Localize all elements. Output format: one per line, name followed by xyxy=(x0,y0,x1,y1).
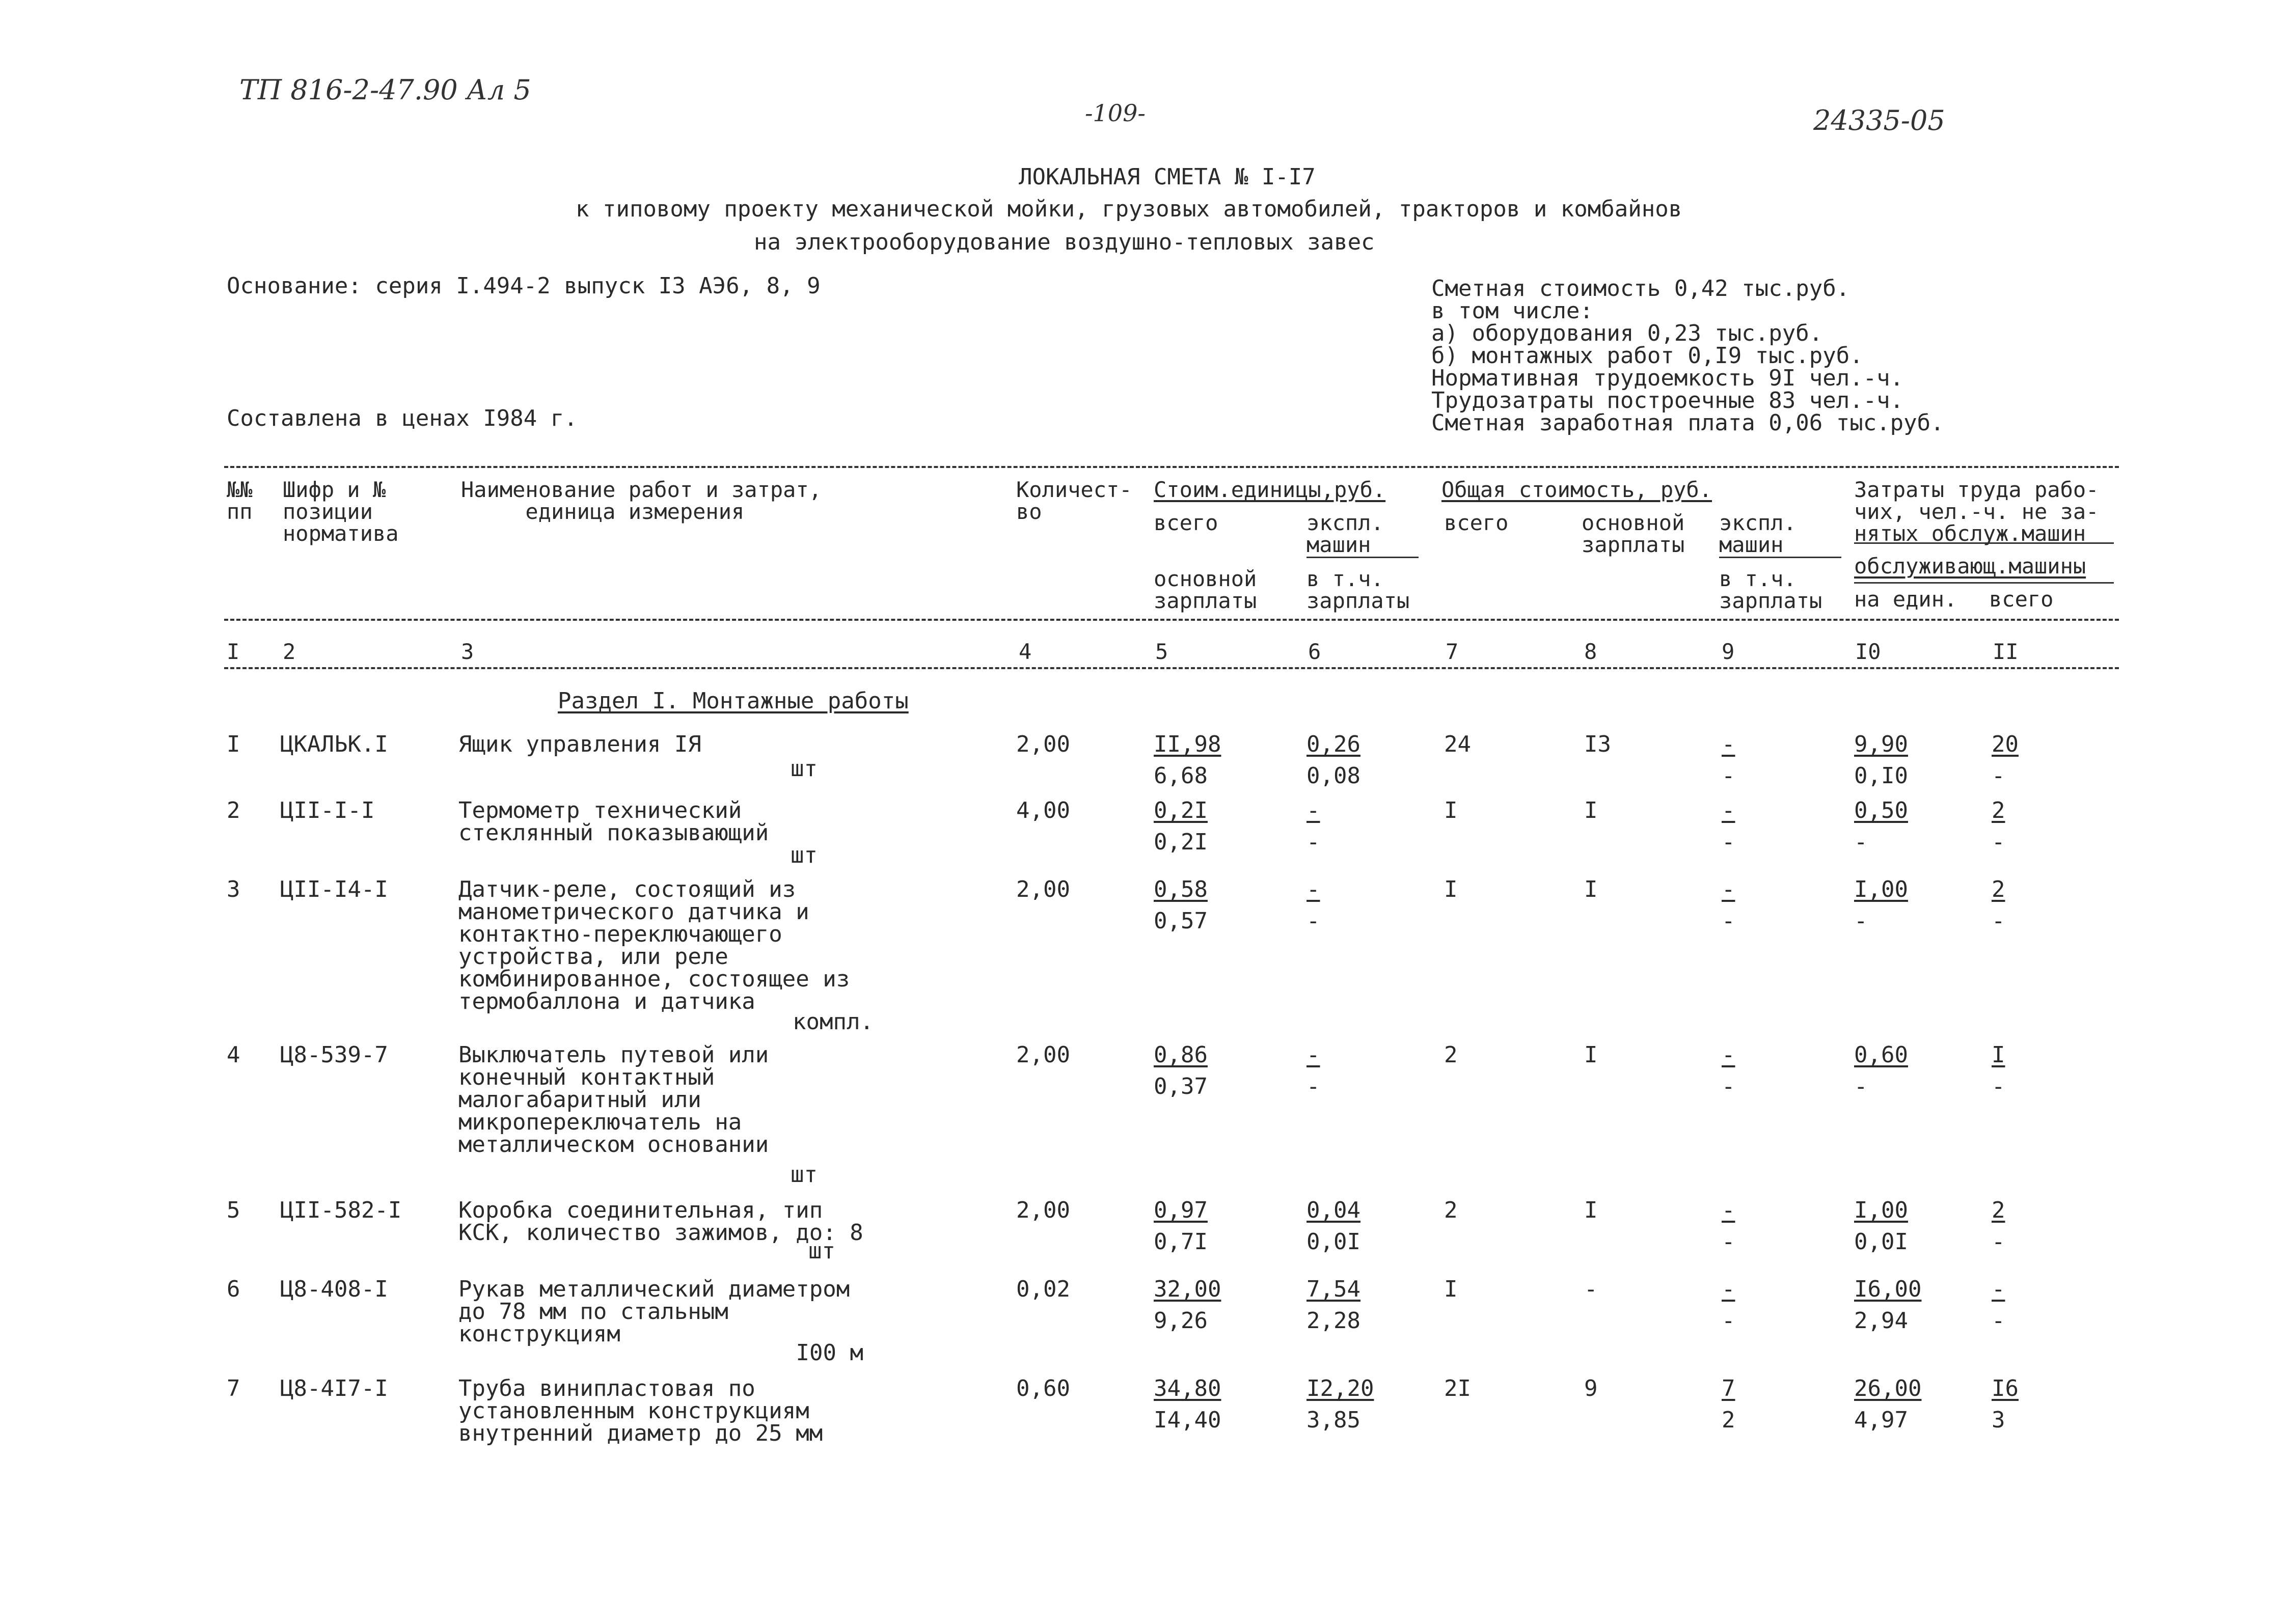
row-c7: I xyxy=(1444,1276,1458,1302)
row-c6-bottom: - xyxy=(1307,1074,1320,1099)
row-unit: I00 м xyxy=(796,1340,863,1366)
row-c9-top: - xyxy=(1722,731,1735,757)
row-c5-bottom: 0,57 xyxy=(1154,908,1208,934)
stamp-number: 24335-05 xyxy=(1813,104,1945,136)
row-c10-bottom: - xyxy=(1854,908,1868,934)
col-number: 6 xyxy=(1308,639,1321,664)
col-number: 7 xyxy=(1446,639,1459,664)
summary-line: Сметная заработная плата 0,06 тыс.руб. xyxy=(1431,410,1944,436)
summary-line: Нормативная трудоемкость 9I чел.-ч. xyxy=(1431,365,1904,391)
row-c7: 2 xyxy=(1444,1042,1458,1068)
row-code: Ц8-539-7 xyxy=(280,1042,388,1068)
header-labor-rule xyxy=(1854,542,2114,544)
row-qty: 2,00 xyxy=(1016,731,1070,757)
summary-line: Трудозатраты построечные 83 чел.-ч. xyxy=(1431,388,1904,414)
row-c11-bottom: - xyxy=(1992,829,2005,855)
header-labor-sub: обслуживающ.машины xyxy=(1854,554,2086,579)
row-c9-bottom: - xyxy=(1722,1229,1735,1255)
header-top-rule xyxy=(224,466,2119,468)
row-c6-bottom: 2,28 xyxy=(1307,1308,1360,1334)
summary-line: б) монтажных работ 0,I9 тыс.руб. xyxy=(1431,343,1863,369)
row-qty: 2,00 xyxy=(1016,876,1070,902)
row-c9-bottom: - xyxy=(1722,829,1735,855)
row-c6-bottom: 3,85 xyxy=(1307,1407,1360,1433)
row-c8: I xyxy=(1584,1042,1598,1068)
row-c7: I xyxy=(1444,876,1458,902)
row-name: Термометр технический стеклянный показывающий xyxy=(458,797,769,846)
row-c10-top: 0,60 xyxy=(1854,1042,1908,1068)
header-total-incl: в т.ч. зарплаты xyxy=(1719,566,1822,613)
header-total-cost: Общая стоимость, руб. xyxy=(1441,477,1712,502)
row-c9-bottom: 2 xyxy=(1722,1407,1735,1433)
header-labor-sub-rule xyxy=(1854,582,2114,584)
row-c11-bottom: - xyxy=(1992,908,2005,934)
row-c6-bottom: - xyxy=(1307,908,1320,934)
row-c9-top: - xyxy=(1722,1197,1735,1223)
row-name: Коробка соединительная, тип КСК, количество зажимов, до: 8 xyxy=(458,1197,863,1246)
row-c10-bottom: 0,I0 xyxy=(1854,763,1908,789)
row-c5-top: 0,86 xyxy=(1154,1042,1208,1068)
row-qty: 2,00 xyxy=(1016,1197,1070,1223)
doc-subtitle-1: к типовому проекту механической мойки, грузовых автомобилей, тракторов и комбайнов xyxy=(576,196,1682,222)
row-c10-top: I,00 xyxy=(1854,1197,1908,1223)
row-c8: - xyxy=(1584,1276,1598,1302)
row-c6-bottom: - xyxy=(1307,829,1320,855)
row-c11-bottom: - xyxy=(1992,1074,2005,1099)
row-c9-bottom: - xyxy=(1722,908,1735,934)
row-c11-top: I6 xyxy=(1992,1375,2019,1401)
row-number: 7 xyxy=(227,1375,240,1401)
header-unit-total: всего xyxy=(1154,510,1218,535)
header-total-expl: экспл. машин xyxy=(1719,510,1797,557)
page-number: -109- xyxy=(1085,99,1146,127)
row-c10-top: I,00 xyxy=(1854,876,1908,902)
row-c10-top: 26,00 xyxy=(1854,1375,1922,1401)
row-c10-bottom: - xyxy=(1854,1074,1868,1099)
prices-note: Составлена в ценах I984 г. xyxy=(227,405,578,431)
header-labor: Затраты труда рабо- чих, чел.-ч. не за- нятых обслуж.машин xyxy=(1854,477,2099,546)
row-c5-bottom: 0,37 xyxy=(1154,1074,1208,1099)
row-c11-top: I xyxy=(1992,1042,2005,1068)
row-c8: I xyxy=(1584,797,1598,823)
row-c8: I xyxy=(1584,876,1598,902)
row-c8: I3 xyxy=(1584,731,1611,757)
header-unit-expl: экспл. машин xyxy=(1307,510,1384,557)
row-c10-top: 9,90 xyxy=(1854,731,1908,757)
row-c9-top: - xyxy=(1722,1276,1735,1302)
row-c7: 24 xyxy=(1444,731,1471,757)
header-qty: Количест- во xyxy=(1016,477,1132,524)
summary-line: а) оборудования 0,23 тыс.руб. xyxy=(1431,320,1823,346)
row-c11-top: 2 xyxy=(1992,1197,2005,1223)
row-c5-bottom: 0,7I xyxy=(1154,1229,1208,1255)
row-code: ЦII-582-I xyxy=(280,1197,402,1223)
header-code: Шифр и № позиции норматива xyxy=(283,477,399,546)
header-unit-base: основной зарплаты xyxy=(1154,566,1257,613)
row-qty: 4,00 xyxy=(1016,797,1070,823)
header-total-expl-rule xyxy=(1719,557,1841,558)
summary-block xyxy=(1431,278,1944,434)
row-unit: шт xyxy=(791,756,818,782)
row-c6-bottom: 0,08 xyxy=(1307,763,1360,789)
row-unit: шт xyxy=(791,1162,818,1188)
header-total-all: всего xyxy=(1444,510,1509,535)
col-number: 4 xyxy=(1019,639,1032,664)
col-number: 3 xyxy=(461,639,474,664)
col-number: 9 xyxy=(1722,639,1735,664)
row-c11-bottom: 3 xyxy=(1992,1407,2005,1433)
col-number: I xyxy=(227,639,240,664)
row-c5-top: 34,80 xyxy=(1154,1375,1221,1401)
row-code: ЦII-I-I xyxy=(280,797,375,823)
row-qty: 2,00 xyxy=(1016,1042,1070,1068)
row-unit: шт xyxy=(791,842,818,868)
row-code: Ц8-4I7-I xyxy=(280,1375,388,1401)
row-c11-bottom: - xyxy=(1992,1308,2005,1334)
row-unit: компл. xyxy=(793,1009,874,1035)
header-per-unit: на един. xyxy=(1854,587,1957,612)
header-bottom-rule xyxy=(224,619,2119,621)
row-c10-top: 0,50 xyxy=(1854,797,1908,823)
row-c5-bottom: 6,68 xyxy=(1154,763,1208,789)
row-name: Датчик-реле, состоящий из манометрического датчика и контактно-переключающего устройства, или реле комбинированное, состоящее из термобаллона и датчика xyxy=(458,876,850,1014)
doc-ref: ТП 816-2-47.90 Ал 5 xyxy=(239,74,531,106)
summary-line: Сметная стоимость 0,42 тыс.руб. xyxy=(1431,276,1850,301)
row-c6-bottom: 0,0I xyxy=(1307,1229,1360,1255)
row-name: Выключатель путевой или конечный контактный малогабаритный или микропереключатель на металлическом основании xyxy=(458,1042,769,1158)
row-number: I xyxy=(227,731,240,757)
row-c5-top: 0,58 xyxy=(1154,876,1208,902)
row-c8: I xyxy=(1584,1197,1598,1223)
row-c11-top: 2 xyxy=(1992,876,2005,902)
row-number: 5 xyxy=(227,1197,240,1223)
row-c5-top: 0,97 xyxy=(1154,1197,1208,1223)
row-code: ЦКАЛЬК.I xyxy=(280,731,388,757)
col-number: 5 xyxy=(1155,639,1168,664)
header-num: №№ пп xyxy=(227,477,253,524)
row-number: 2 xyxy=(227,797,240,823)
doc-subtitle-2: на электрооборудование воздушно-тепловых завес xyxy=(754,229,1375,255)
row-c5-bottom: I4,40 xyxy=(1154,1407,1221,1433)
row-c10-bottom: 0,0I xyxy=(1854,1229,1908,1255)
row-c5-bottom: 0,2I xyxy=(1154,829,1208,855)
header-name: Наименование работ и затрат, единица измерения xyxy=(461,477,822,524)
row-unit: шт xyxy=(808,1238,835,1264)
row-c7: 2I xyxy=(1444,1375,1471,1401)
col-number: 2 xyxy=(283,639,296,664)
row-name: Рукав металлический диаметром до 78 мм по стальным конструкциям xyxy=(458,1276,850,1347)
row-c7: I xyxy=(1444,797,1458,823)
row-c9-bottom: - xyxy=(1722,1074,1735,1099)
row-c5-bottom: 9,26 xyxy=(1154,1308,1208,1334)
row-c10-bottom: 4,97 xyxy=(1854,1407,1908,1433)
header-unit-cost: Стоим.единицы,руб. xyxy=(1154,477,1386,502)
row-c9-top: - xyxy=(1722,876,1735,902)
row-c11-top: 20 xyxy=(1992,731,2019,757)
row-c11-top: - xyxy=(1992,1276,2005,1302)
summary-line: в том числе: xyxy=(1431,298,1593,324)
row-code: ЦII-I4-I xyxy=(280,876,388,902)
row-c8: 9 xyxy=(1584,1375,1598,1401)
header-total-base: основной зарплаты xyxy=(1582,510,1685,557)
row-c11-bottom: - xyxy=(1992,763,2005,789)
basis-line: Основание: серия I.494-2 выпуск I3 АЭ6, 8, 9 xyxy=(227,273,821,299)
row-c9-bottom: - xyxy=(1722,1308,1735,1334)
row-name: Труба винипластовая по установленным конструкциям внутренний диаметр до 25 мм xyxy=(458,1375,823,1446)
row-c5-top: 32,00 xyxy=(1154,1276,1221,1302)
col-number-rule xyxy=(224,667,2119,669)
col-number: I0 xyxy=(1855,639,1881,664)
header-unit-expl-rule xyxy=(1307,557,1419,558)
row-c6-top: - xyxy=(1307,1042,1320,1068)
row-c6-top: 7,54 xyxy=(1307,1276,1360,1302)
row-c9-top: - xyxy=(1722,797,1735,823)
header-labor-total: всего xyxy=(1989,587,2054,612)
col-number: II xyxy=(1993,639,2019,664)
row-c10-bottom: - xyxy=(1854,829,1868,855)
row-c9-bottom: - xyxy=(1722,763,1735,789)
row-c7: 2 xyxy=(1444,1197,1458,1223)
row-c5-top: 0,2I xyxy=(1154,797,1208,823)
doc-title: ЛОКАЛЬНАЯ СМЕТА № I-I7 xyxy=(1019,164,1316,190)
row-c10-top: I6,00 xyxy=(1854,1276,1922,1302)
row-number: 6 xyxy=(227,1276,240,1302)
row-c6-top: - xyxy=(1307,876,1320,902)
row-c9-top: 7 xyxy=(1722,1375,1735,1401)
row-c5-top: II,98 xyxy=(1154,731,1221,757)
row-number: 4 xyxy=(227,1042,240,1068)
col-number: 8 xyxy=(1584,639,1597,664)
row-c11-bottom: - xyxy=(1992,1229,2005,1255)
row-c11-top: 2 xyxy=(1992,797,2005,823)
row-c10-bottom: 2,94 xyxy=(1854,1308,1908,1334)
row-number: 3 xyxy=(227,876,240,902)
row-c6-top: 0,26 xyxy=(1307,731,1360,757)
row-code: Ц8-408-I xyxy=(280,1276,388,1302)
header-unit-incl: в т.ч. зарплаты xyxy=(1307,566,1410,613)
row-qty: 0,02 xyxy=(1016,1276,1070,1302)
row-qty: 0,60 xyxy=(1016,1375,1070,1401)
row-c6-top: - xyxy=(1307,797,1320,823)
row-name: Ящик управления IЯ xyxy=(458,731,701,757)
row-c9-top: - xyxy=(1722,1042,1735,1068)
row-c6-top: 0,04 xyxy=(1307,1197,1360,1223)
row-c6-top: I2,20 xyxy=(1307,1375,1374,1401)
section-title: Раздел I. Монтажные работы xyxy=(558,688,909,714)
